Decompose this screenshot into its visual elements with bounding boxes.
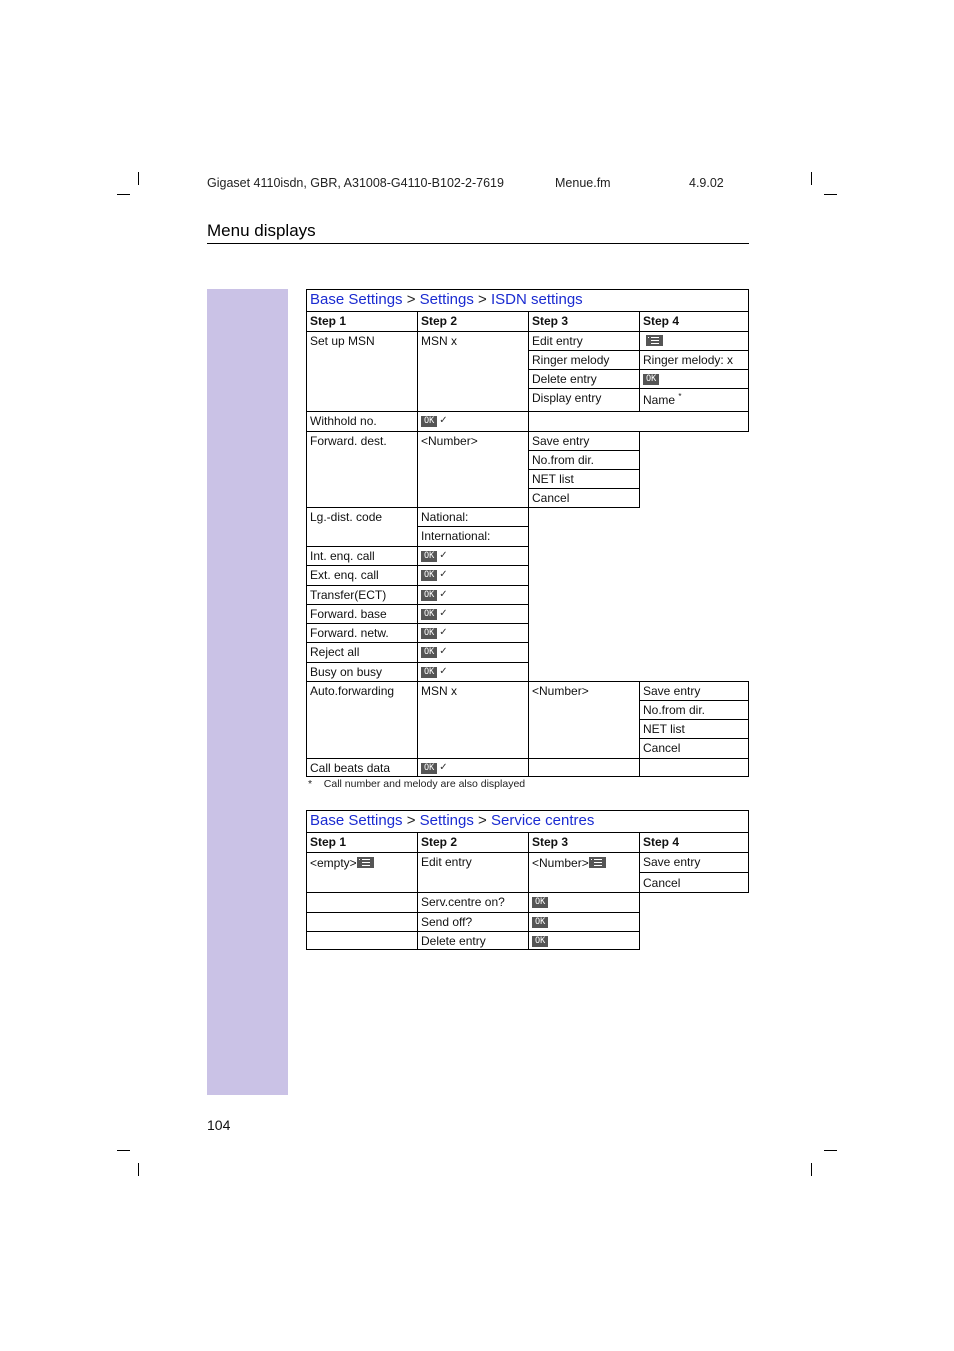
menu-net-list: NET list [639,719,749,739]
ok-key-icon: OK [532,917,548,928]
empty-cell [306,931,418,950]
menu-withhold: Withhold no. [306,411,418,432]
menu-delete-entry: Delete entry [528,369,640,389]
ok-key-icon: OK [421,416,437,427]
table1-breadcrumb [306,289,749,312]
menu-delete-entry-action [528,931,640,950]
menu-no-from-dir: No.from dir. [639,700,749,720]
title-rule [207,243,749,244]
empty-cell [639,758,749,777]
menu-set-up-msn: Set up MSN [306,331,418,412]
check-icon: ✓ [439,550,448,562]
menu-empty: <empty> [310,856,357,870]
menu-no-from-dir: No.from dir. [528,450,640,470]
menu-int-enq-action [417,546,529,566]
menu-msn-x: MSN x [417,331,529,412]
check-icon: ✓ [439,762,448,774]
menu-name: Name [643,393,676,407]
menu-int-enq-call: Int. enq. call [306,546,418,566]
ok-key-icon: OK [421,570,437,581]
menu-cancel: Cancel [528,488,640,508]
menu-ringer-melody-x: Ringer melody: x [639,350,749,370]
menu-number: <Number> [532,856,589,870]
menu-empty-cell [306,852,418,893]
crop-mark [811,172,812,185]
col-header-step1: Step 1 [306,832,418,853]
empty-cell [306,912,418,932]
menu-reject-all-action [417,642,529,663]
menu-msn-x: MSN x [417,681,529,759]
footnote-text: Call number and melody are also displayed [323,778,526,790]
menu-net-list: NET list [528,469,640,489]
crumb-separator: > [478,291,487,308]
crop-mark [811,1163,812,1176]
menu-serv-centre-on: Serv.centre on? [417,892,529,913]
menu-edit-entry: Edit entry [528,331,640,351]
col-header-step2: Step 2 [417,311,529,332]
menu-icon [589,857,606,868]
menu-edit-entry-action [639,331,749,351]
menu-transfer-action [417,585,529,605]
col-header-step2: Step 2 [417,832,529,853]
check-icon: ✓ [439,666,448,678]
menu-forward-base-action [417,604,529,624]
crumb-service-centres[interactable]: Service centres [490,812,595,829]
header-date: 4.9.02 [689,176,724,190]
footnote-mark: * [308,778,313,790]
menu-icon [646,335,663,346]
crop-mark [117,194,130,195]
page-number: 104 [207,1117,231,1133]
crop-mark [824,1150,837,1151]
menu-forward-netw-action [417,623,529,643]
menu-display-entry: Display entry [528,388,640,412]
check-icon: ✓ [439,608,448,620]
col-header-step3: Step 3 [528,832,640,853]
ok-key-icon: OK [421,628,437,639]
ok-key-icon: OK [421,551,437,562]
empty-cell [528,758,640,777]
check-icon: ✓ [439,589,448,601]
check-icon: ✓ [439,569,448,581]
menu-delete-entry: Delete entry [417,931,529,950]
ok-key-icon: OK [643,374,659,385]
crumb-settings[interactable]: Settings [419,812,474,829]
menu-national: National: [417,507,529,527]
page-title: Menu displays [207,221,316,240]
ok-key-icon: OK [421,647,437,658]
ok-key-icon: OK [421,590,437,601]
menu-serv-centre-action [528,892,640,913]
menu-cancel: Cancel [639,872,749,893]
col-header-step4: Step 4 [639,832,749,853]
check-icon: ✓ [439,646,448,658]
menu-ext-enq-call: Ext. enq. call [306,565,418,586]
menu-international: International: [417,526,529,547]
menu-lg-dist-code: Lg.-dist. code [306,507,418,547]
menu-auto-forwarding: Auto.forwarding [306,681,418,759]
ok-key-icon: OK [532,897,548,908]
ok-key-icon: OK [421,763,437,774]
header-doc-id: Gigaset 4110isdn, GBR, A31008-G4110-B102-2-7619 [207,176,504,190]
menu-transfer-ect: Transfer(ECT) [306,585,418,605]
footnote [308,778,525,790]
col-header-step1: Step 1 [306,311,418,332]
menu-save-entry: Save entry [639,681,749,701]
side-bar [207,289,288,1095]
menu-number: <Number> [417,431,529,508]
ok-key-icon: OK [421,667,437,678]
menu-save-entry: Save entry [639,852,749,873]
crumb-base-settings[interactable]: Base Settings [310,812,403,829]
menu-forward-base: Forward. base [306,604,418,624]
menu-icon [357,857,374,868]
menu-withhold-action [417,411,529,432]
menu-busy-on-busy-action [417,662,529,682]
menu-edit-entry: Edit entry [417,852,529,893]
menu-save-entry: Save entry [528,431,640,451]
menu-number: <Number> [528,681,640,759]
menu-reject-all: Reject all [306,642,418,663]
crumb-isdn-settings[interactable]: ISDN settings [490,291,583,308]
crop-mark [117,1150,130,1151]
check-icon: ✓ [439,415,448,427]
crumb-separator: > [406,812,416,829]
check-icon: ✓ [439,627,448,639]
col-header-step4: Step 4 [639,311,749,332]
menu-name-cell [639,388,749,412]
crumb-settings[interactable]: Settings [419,291,474,308]
menu-ext-enq-action [417,565,529,586]
crumb-separator: > [478,812,487,829]
crumb-separator: > [406,291,416,308]
crop-mark [138,172,139,185]
ok-key-icon: OK [421,609,437,620]
menu-forward-netw: Forward. netw. [306,623,418,643]
menu-send-off: Send off? [417,912,529,932]
header-file: Menue.fm [555,176,611,190]
crop-mark [824,194,837,195]
footnote-marker: * [678,392,682,401]
crumb-base-settings[interactable]: Base Settings [310,291,403,308]
table2-breadcrumb [306,810,749,833]
menu-forward-dest: Forward. dest. [306,431,418,508]
menu-ringer-melody: Ringer melody [528,350,640,370]
menu-delete-entry-action [639,369,749,389]
menu-number-cell [528,852,640,893]
menu-call-beats-data: Call beats data [306,758,418,777]
crop-mark [138,1163,139,1176]
empty-cell [306,892,418,913]
menu-send-off-action [528,912,640,932]
menu-call-beats-action [417,758,529,777]
empty-cell [528,411,749,432]
menu-cancel: Cancel [639,738,749,759]
menu-busy-on-busy: Busy on busy [306,662,418,682]
ok-key-icon: OK [532,936,548,947]
col-header-step3: Step 3 [528,311,640,332]
